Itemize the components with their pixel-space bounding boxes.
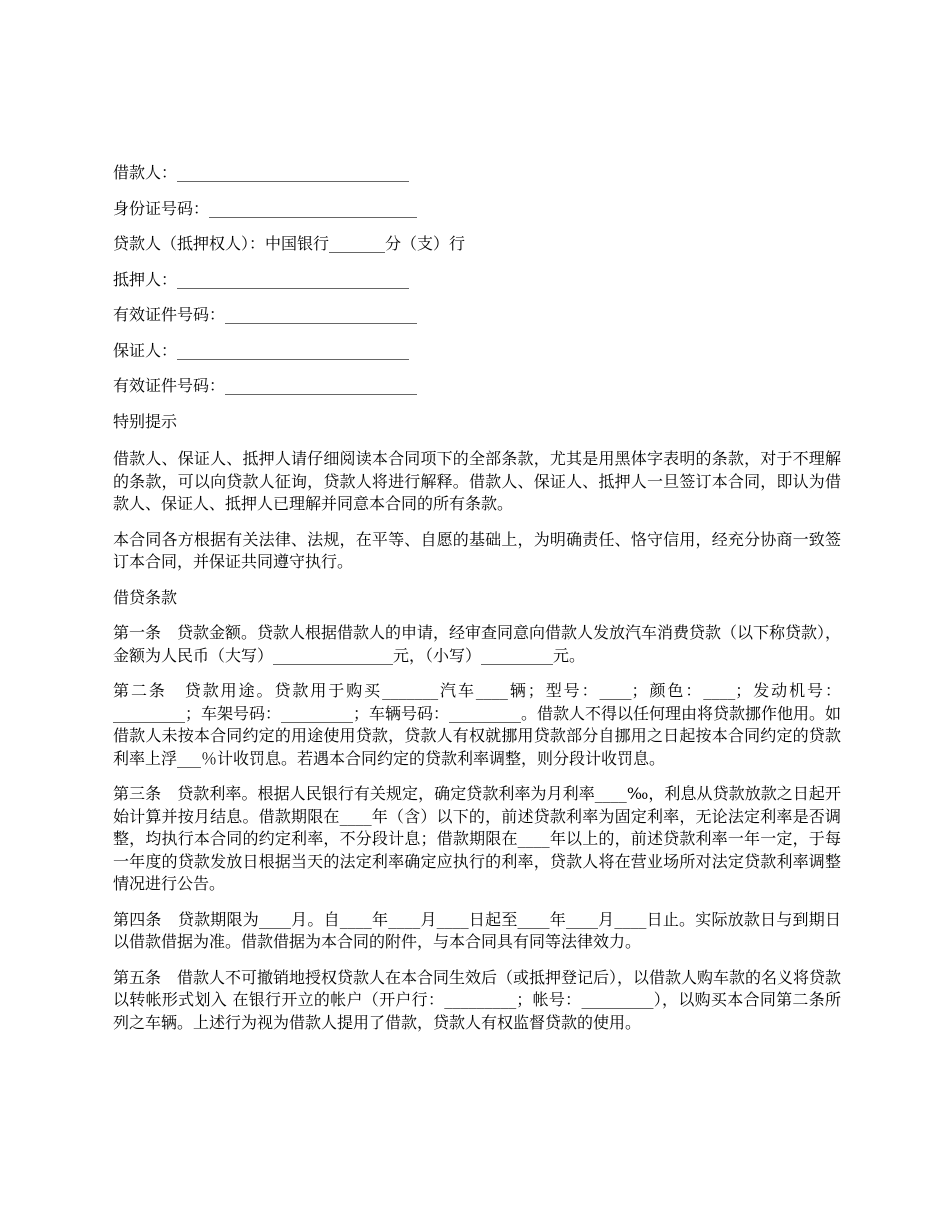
- article-4: 第四条 贷款期限为____月。自____年____月____日起至____年____月____日止。实际放款日与到期日以借款借据为准。借款借据为本合同的附件，与本合同具有同等法律效力。: [113, 909, 841, 951]
- article-2: 第二条 贷款用途。贷款用于购买_______汽车____辆；型号：____；颜色：____；发动机号：_________；车架号码：_________；车辆号码：_________。借款人不得以任何理由将贷款挪作他用。如借款人未按本合同约定的用途使用贷款，贷款人有权就挪用贷款部分自挪用之日起按本合同约定的贷款利率上浮___％计收罚息。若遇本合同约定的贷款利率调整，则分段计收罚息。: [113, 681, 842, 768]
- article-5: 第五条 借款人不可撤销地授权贷款人在本合同生效后（或抵押登记后），以借款人购车款的名义将贷款以转帐形式划入 在银行开立的帐户（开户行：_________；帐号：_________），以购买本合同第二条所列之车辆。上述行为视为借款人提用了借款，贷款人有权监督贷款的使用。: [113, 967, 842, 1032]
- loan-terms-heading: 借贷条款: [113, 587, 178, 607]
- special-notice-text: 借款人、保证人、抵押人请仔细阅读本合同项下的全部条款，尤其是用黑体字表明的条款，对于不理解的条款，可以向贷款人征询，贷款人将进行解释。借款人、保证人、抵押人一旦签订本合同，即认为借款人、保证人、抵押人已理解并同意本合同的所有条款。: [113, 449, 841, 513]
- borrower-field: 借款人：_____________________________: [113, 163, 410, 182]
- party-fields: [113, 158, 841, 442]
- borrower-id-field: 身份证号码：__________________________: [113, 198, 418, 218]
- mortgagor-field: 抵押人：_____________________________: [113, 269, 410, 289]
- contract-page: [113, 158, 841, 1047]
- special-notice-heading: 特别提示: [113, 411, 178, 431]
- guarantor-field: 保证人：_____________________________: [113, 340, 410, 360]
- mortgagor-id-field: 有效证件号码：________________________: [113, 305, 418, 324]
- article-1: 第一条 贷款金额。贷款人根据借款人的申请，经审查同意向借款人发放汽车消费贷款（以下称贷款），金额为人民币（大写）_______________元，（小写）_________元。: [113, 623, 842, 665]
- article-3: 第三条 贷款利率。根据人民银行有关规定，确定贷款利率为月利率____‰，利息从贷款放款之日起开始计算并按月结息。借款期限在____年（含）以下的，前述贷款利率为固定利率，无论法定利率是否调整，均执行本合同的约定利率，不分段计息；借款期限在____年以上的，前述贷款利率一年一定，于每一年度的贷款发放日根据当天的法定利率确定应执行的利率，贷款人将在营业场所对法定贷款利率调整情况进行公告。: [113, 784, 841, 893]
- lender-field: 贷款人（抵押权人）：中国银行_______分（支）行: [113, 234, 466, 253]
- guarantor-id-field: 有效证件号码：________________________: [113, 376, 418, 395]
- preamble: 本合同各方根据有关法律、法规，在平等、自愿的基础上，为明确责任、恪守信用，经充分协商一致签订本合同，并保证共同遵守执行。: [113, 529, 841, 571]
